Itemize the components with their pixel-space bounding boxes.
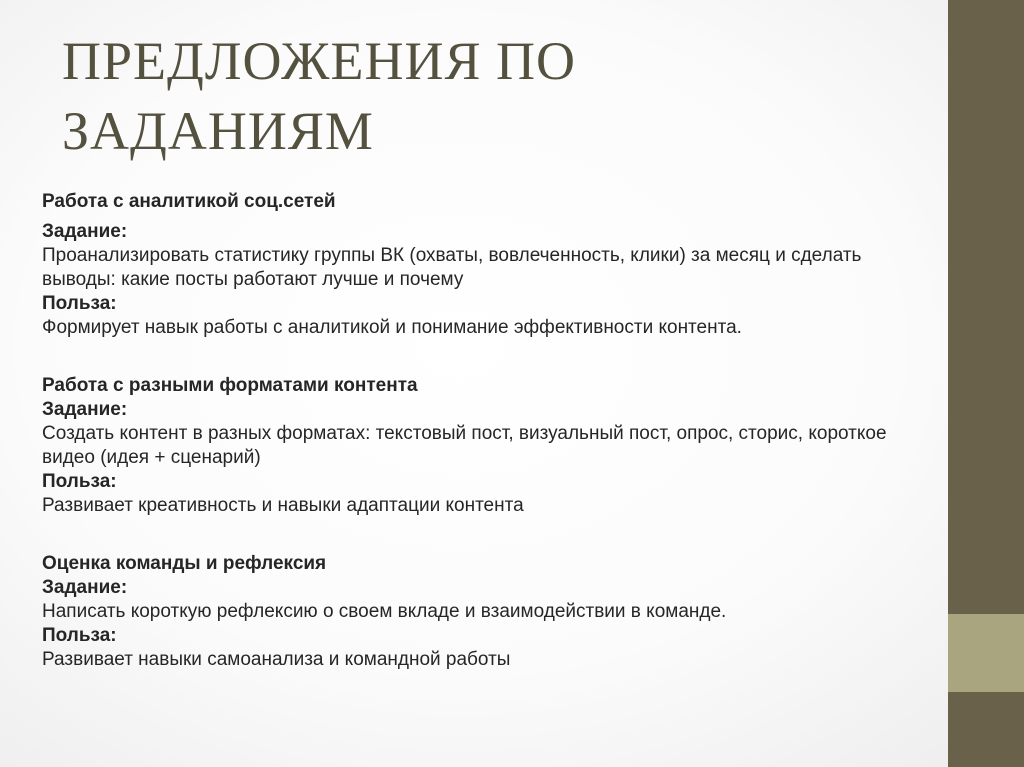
benefit-text: Развивает креативность и навыки адаптации контента [42,495,524,516]
section-heading: Работа с разными форматами контента [42,375,418,396]
benefit-text: Формирует навык работы с аналитикой и понимание эффективности контента. [42,317,742,338]
title-line-2: ЗАДАНИЯМ [62,101,374,161]
title-line-1: ПРЕДЛОЖЕНИЯ ПО [62,31,577,91]
benefit-label: Польза: [42,625,117,646]
benefit-label: Польза: [42,293,117,314]
section-heading: Оценка команды и рефлексия [42,553,327,574]
section-heading: Работа с аналитикой соц.сетей [42,191,336,212]
task-label: Задание: [42,577,128,598]
decorative-side-accent [948,614,1024,692]
slide-content [42,190,922,672]
task-label: Задание: [42,399,128,420]
slide-title [62,26,922,166]
benefit-text: Развивает навыки самоанализа и командной работы [42,649,511,670]
task-text: Написать короткую рефлексию о своем вкладе и взаимодействии в команде. [42,601,727,622]
task-label: Задание: [42,221,128,242]
task-text: Проанализировать статистику группы ВК (охваты, вовлеченность, клики) за месяц и сделать выводы: какие посты работают лучше и почему [42,245,862,290]
task-text: Создать контент в разных форматах: текстовый пост, визуальный пост, опрос, сторис, короткое видео (идея + сценарий) [42,423,887,468]
section-content-formats [42,374,922,518]
section-team-reflection [42,552,922,672]
benefit-label: Польза: [42,471,117,492]
section-analytics [42,190,922,340]
